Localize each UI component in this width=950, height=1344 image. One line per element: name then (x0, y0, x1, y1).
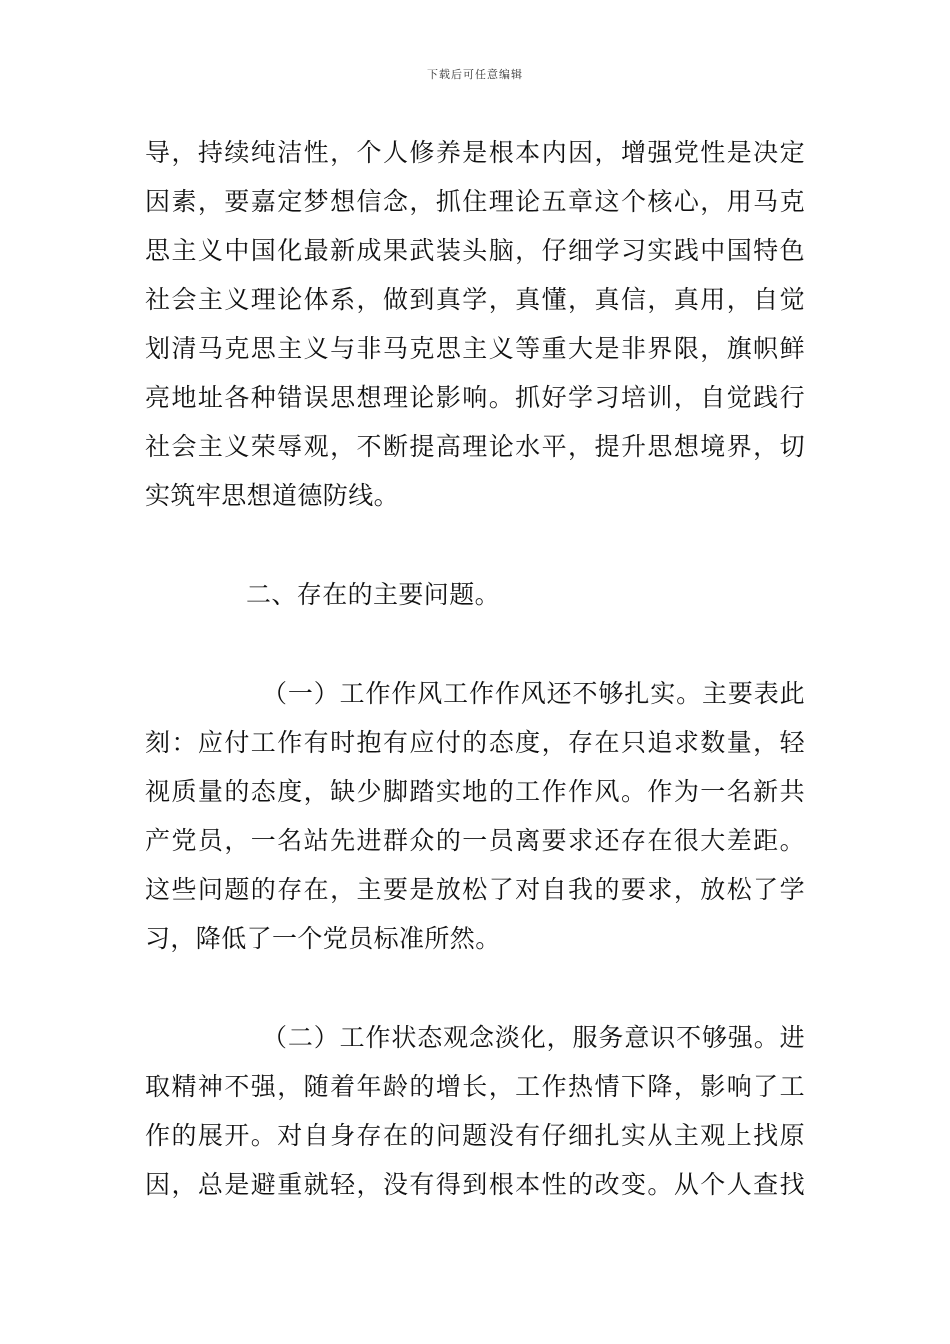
text-line: 实筑牢思想道德防线。 (145, 481, 400, 510)
section-heading: 二、存在的主要问题。 (246, 580, 501, 609)
text-line: 因，总是避重就轻，没有得到根本性的改变。从个人查找 (145, 1170, 805, 1199)
header-note: 下载后可任意编辑 (427, 68, 523, 81)
text-line: 产党员，一名站先进群众的一员离要求还存在很大差距。 (145, 826, 805, 855)
text-line: 社会主义理论体系，做到真学，真懂，真信，真用，自觉 (145, 285, 805, 314)
text-line: 取精神不强，随着年龄的增长，工作热情下降，影响了工 (145, 1072, 805, 1101)
text-line: 习，降低了一个党员标准所然。 (145, 924, 501, 953)
paragraph-party-spirit (145, 128, 805, 520)
text-line: 社会主义荣辱观，不断提高理论水平，提升思想境界，切 (145, 432, 805, 461)
text-line: 这些问题的存在，主要是放松了对自我的要求，放松了学 (145, 875, 805, 904)
text-line: 作的展开。对自身存在的问题没有仔细扎实从主观上找原 (145, 1121, 805, 1150)
text-line: 刻：应付工作有时抱有应付的态度，存在只追求数量，轻 (145, 728, 805, 757)
text-line: 思主义中国化最新成果武装头脑，仔细学习实践中国特色 (145, 236, 805, 265)
text-line: 划清马克思主义与非马克思主义等重大是非界限，旗帜鲜 (145, 334, 805, 363)
document-body (145, 128, 805, 1209)
text-line: 亮地址各种错误思想理论影响。抓好学习培训，自觉践行 (145, 383, 805, 412)
text-line: （一）工作作风工作作风还不够扎实。主要表此 (262, 679, 805, 708)
paragraph-gap (145, 520, 805, 570)
text-line: 视质量的态度，缺少脚踏实地的工作作风。作为一名新共 (145, 777, 805, 806)
paragraph-gap (145, 619, 805, 669)
text-line: （二）工作状态观念淡化，服务意识不够强。进 (262, 1023, 805, 1052)
paragraph-work-state (145, 1013, 805, 1209)
paragraph-gap (145, 963, 805, 1013)
text-line: 导，持续纯洁性，个人修养是根本内因，增强党性是决定 (145, 138, 805, 167)
paragraph-work-style (145, 669, 805, 963)
text-line: 因素，要嘉定梦想信念，抓住理论五章这个核心，用马克 (145, 187, 805, 216)
